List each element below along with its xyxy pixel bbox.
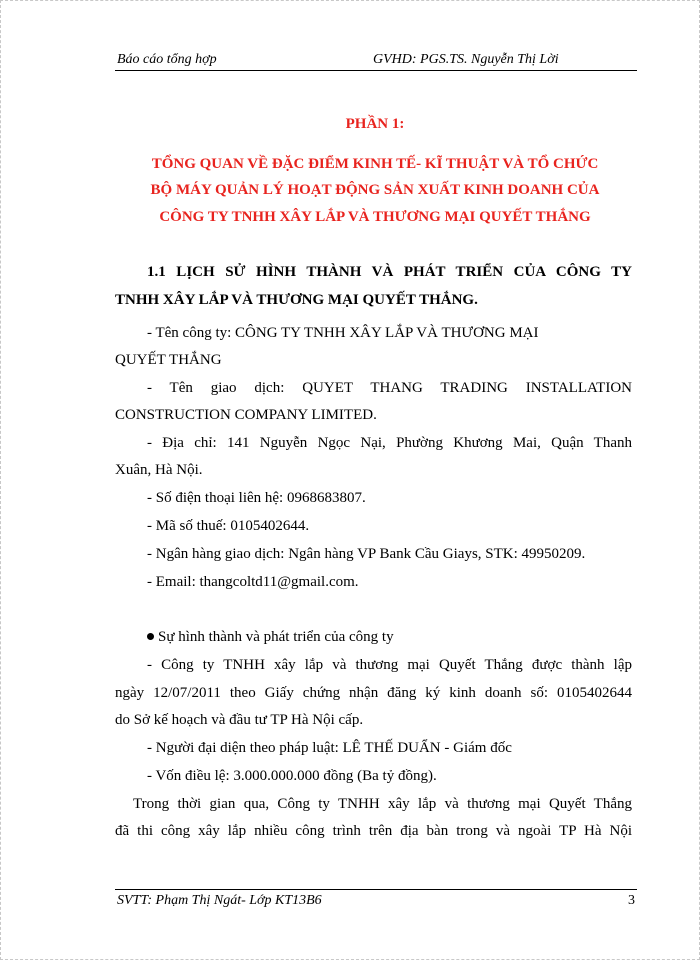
company-name-line-2: QUYẾT THẮNG	[115, 352, 222, 368]
history-para1-line-3: do Sở kế hoạch và đầu tư TP Hà Nội cấp.	[115, 712, 364, 728]
bank-line: - Ngân hàng giao dịch: Ngân hàng VP Bank Cầu Giays, STK: 49950209.	[147, 546, 586, 562]
phone-line: - Số điện thoại liên hệ: 0968683807.	[147, 490, 366, 506]
history-para1-line-2: ngày 12/07/2011 theo Giấy chứng nhận đăng ký kinh doanh số: 0105402644	[115, 685, 632, 701]
header-right: GVHD: PGS.TS. Nguyễn Thị Lời	[373, 52, 559, 67]
title-line-1: TỔNG QUAN VỀ ĐẶC ĐIỂM KINH TẾ- KĨ THUẬT VÀ TỔ CHỨC	[151, 156, 599, 172]
page-number: 3	[628, 893, 635, 908]
section-heading-line-2: TNHH XÂY LẮP VÀ THƯƠNG MẠI QUYẾT THẮNG.	[115, 292, 478, 308]
page-footer	[115, 889, 637, 908]
address-line-1: - Địa chỉ: 141 Nguyễn Ngọc Nại, Phường Khương Mai, Quận Thanh	[147, 435, 632, 451]
trade-name-line-2: CONSTRUCTION COMPANY LIMITED.	[115, 407, 377, 423]
history-bullet-title: Sự hình thành và phát triển của công ty	[158, 629, 394, 645]
address-line-2: Xuân, Hà Nội.	[115, 462, 203, 478]
history-bullet-item	[147, 629, 394, 646]
capital-line: - Vốn điều lệ: 3.000.000.000 đồng (Ba tỷ đồng).	[147, 768, 437, 784]
page-header	[115, 52, 637, 71]
company-name-line-1: - Tên công ty: CÔNG TY TNHH XÂY LẮP VÀ THƯƠNG MẠI	[147, 325, 539, 341]
footer-left: SVTT: Phạm Thị Ngát- Lớp KT13B6	[117, 893, 322, 908]
history-para2-line-2: đã thi công xây lắp nhiều công trình trên địa bàn trong và ngoài TP Hà Nội	[115, 823, 632, 839]
bullet-icon	[147, 633, 154, 640]
email-line: - Email: thangcoltd11@gmail.com.	[147, 574, 359, 590]
trade-name-line-1: - Tên giao dịch: QUYET THANG TRADING INSTALLATION	[147, 380, 632, 396]
section-heading-line-1: 1.1 LỊCH SỬ HÌNH THÀNH VÀ PHÁT TRIỂN CỦA CÔNG TY	[147, 264, 632, 280]
header-left: Báo cáo tổng hợp	[117, 52, 217, 67]
title-line-3: CÔNG TY TNHH XÂY LẮP VÀ THƯƠNG MẠI QUYẾT THẮNG	[159, 209, 591, 225]
legal-representative-line: - Người đại diện theo pháp luật: LÊ THẾ DUẨN - Giám đốc	[147, 740, 512, 756]
history-para2-line-1: Trong thời gian qua, Công ty TNHH xây lắp và thương mại Quyết Thắng	[133, 796, 632, 812]
history-para1-line-1: - Công ty TNHH xây lắp và thương mại Quyết Thắng được thành lập	[147, 657, 632, 673]
title-line-2: BỘ MÁY QUẢN LÝ HOẠT ĐỘNG SẢN XUẤT KINH DOANH CỦA	[150, 182, 600, 198]
part-title: PHẦN 1:	[345, 116, 405, 132]
tax-line: - Mã số thuế: 0105402644.	[147, 518, 310, 534]
